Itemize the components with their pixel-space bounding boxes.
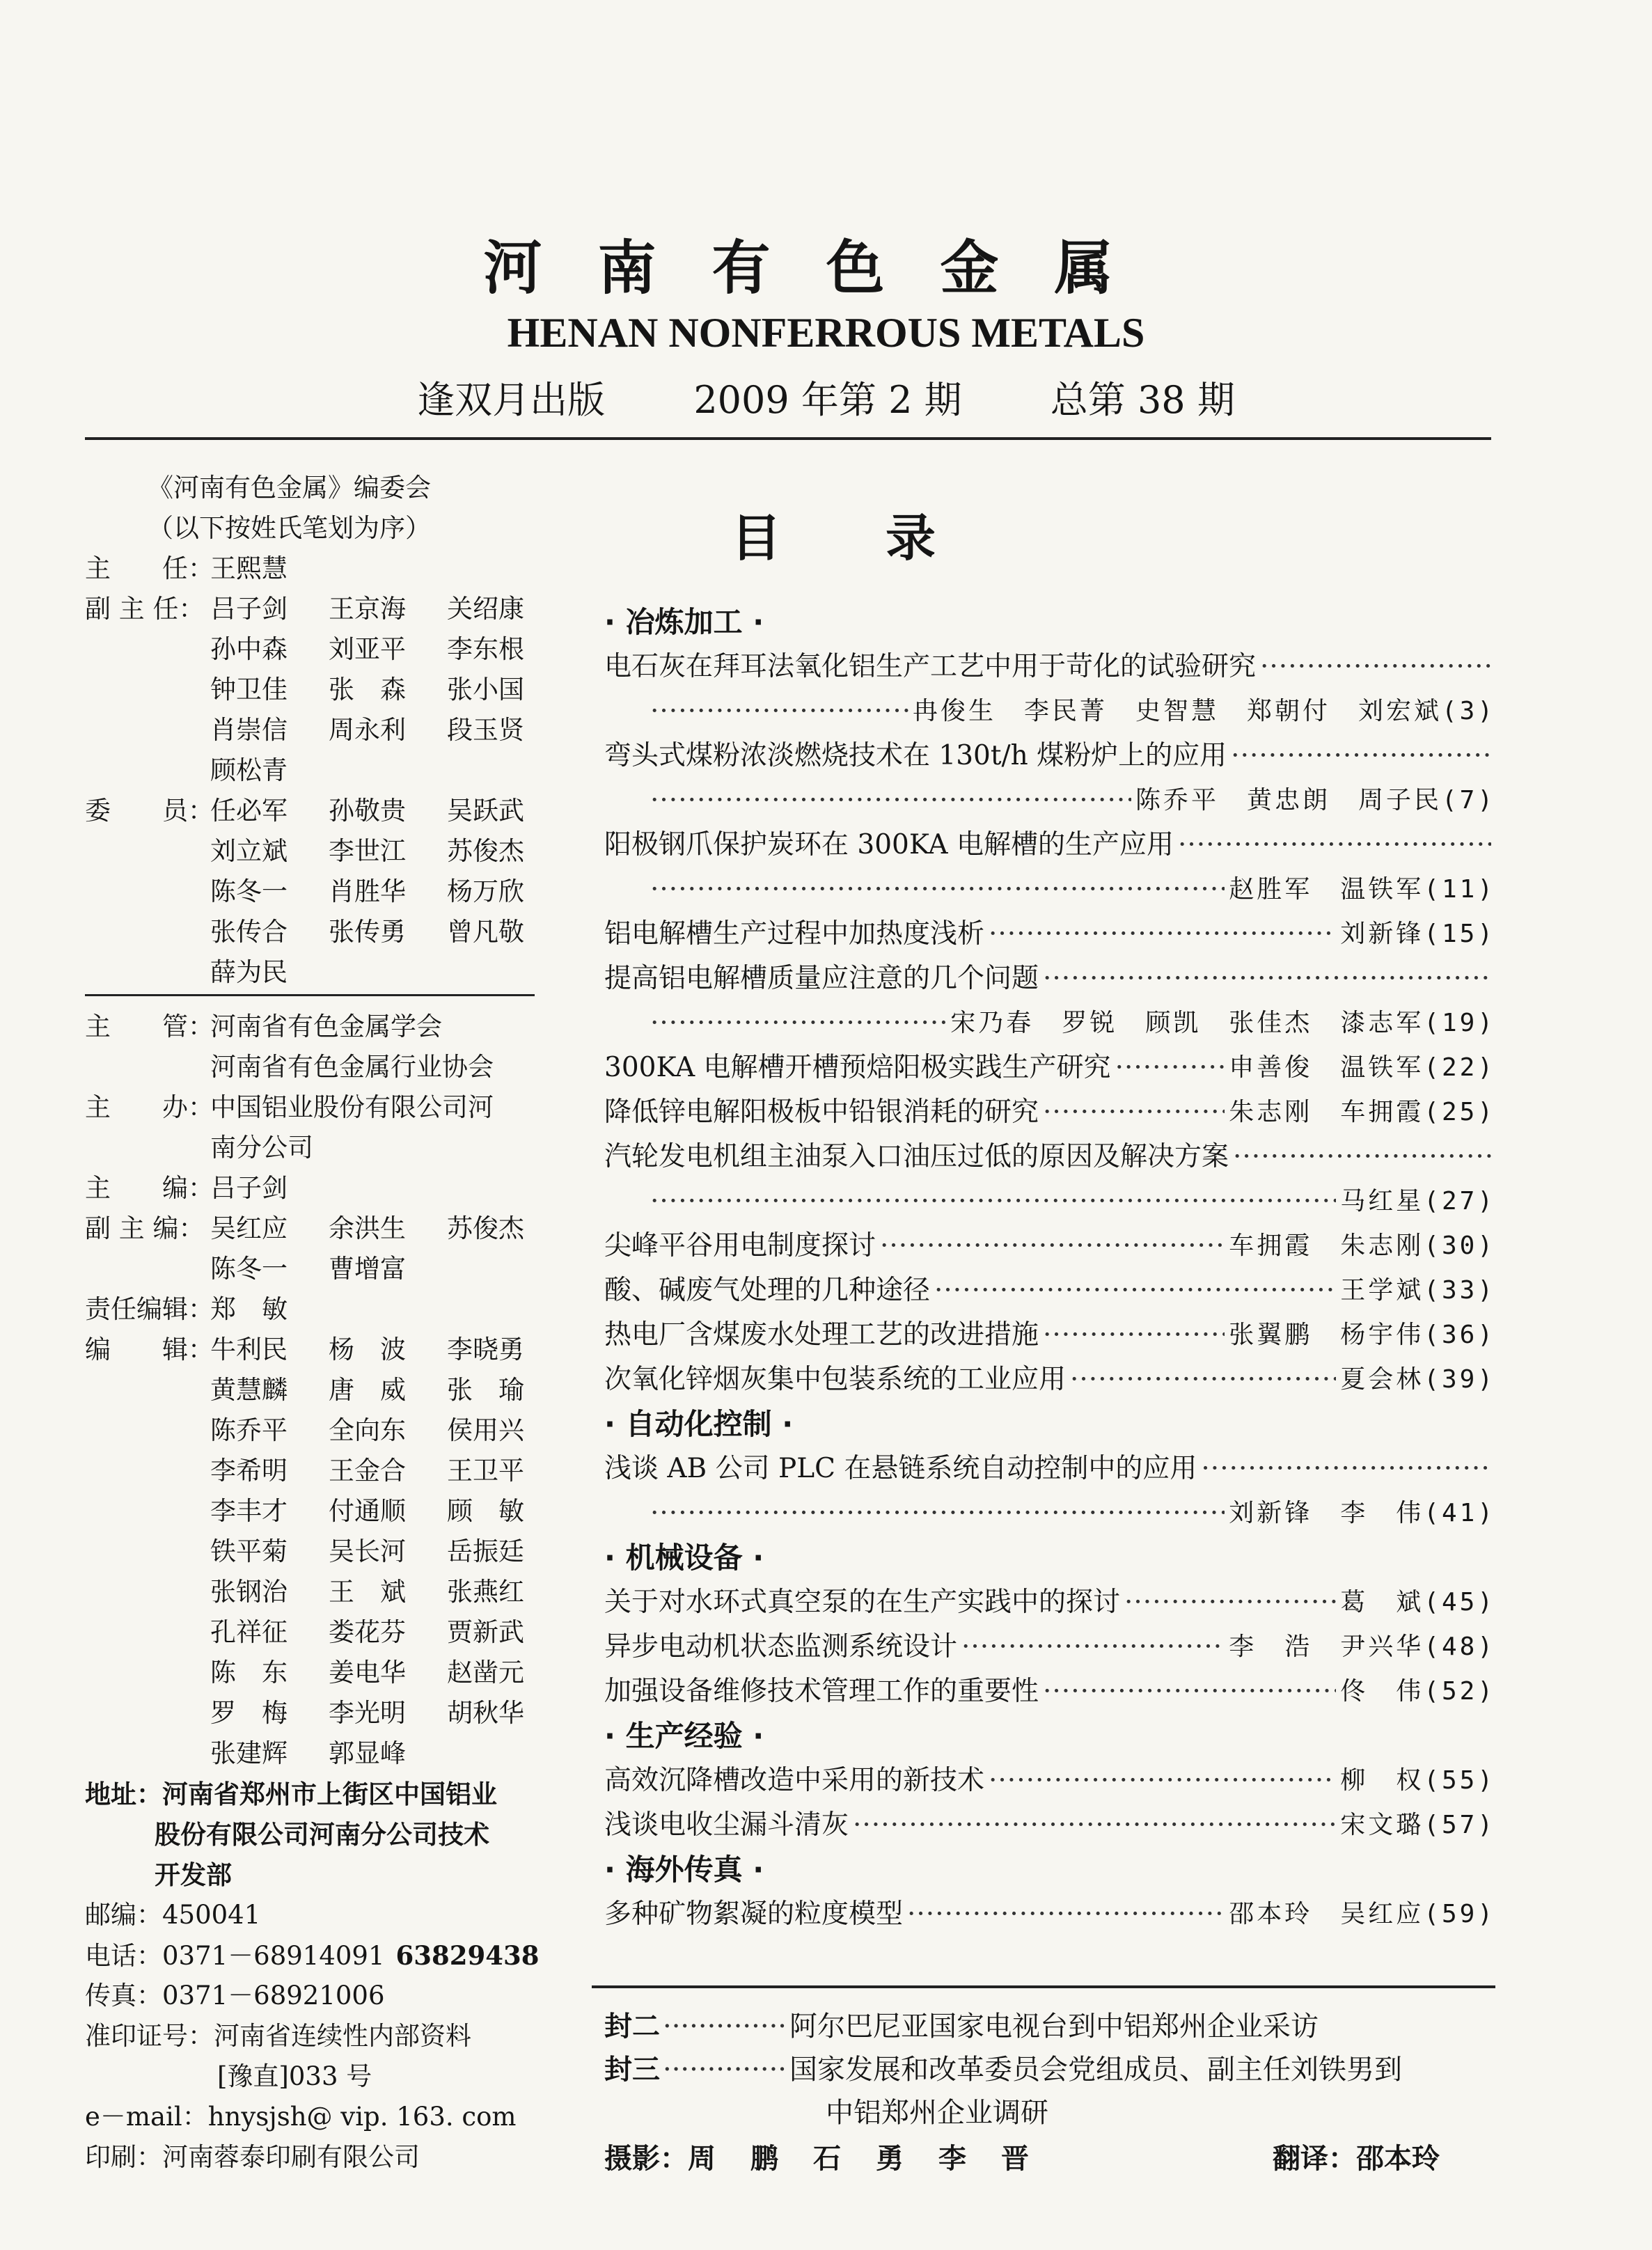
toc-section-heading: · 机械设备 · [604,1541,764,1575]
address-line: 地址：河南省郑州市上街区中国铝业 [85,1779,497,1809]
person-name: 张燕红 [447,1577,524,1607]
person-name: 张 森 [329,675,406,705]
editor-names [210,1693,565,1733]
vice-director-names [210,589,565,629]
leader-dots [1231,734,1491,778]
covers-divider [592,1985,1495,1988]
toc-entry [604,645,1495,689]
editor-row [85,1653,544,1693]
chief-editor-label: 主 编： [85,1173,214,1203]
article-title: 铝电解槽生产过程中加热度浅析 [604,918,985,950]
person-name: 王金合 [329,1456,406,1486]
photo-label: 摄影： [604,2143,688,2175]
toc-entry [604,1491,1495,1536]
cover-3-text-cont: 中铝郑州企业调研 [826,2097,1048,2129]
leader-dots [650,1491,1225,1536]
person-name: 张传勇 [329,917,406,947]
member-row [85,831,544,872]
article-title: 多种矿物絮凝的粒度模型 [604,1898,904,1930]
person-name: 顾松青 [210,755,288,785]
article-authors: 宋文璐(57) [1340,1811,1495,1839]
toc-entry [604,912,1495,957]
credits-row [604,2134,1502,2183]
journal-title-cn: 河南有色金属 [483,233,1169,302]
article-title: 关于对水环式真空泵的在生产实践中的探讨 [604,1587,1121,1618]
leader-dots [1043,1669,1336,1714]
vice-director-row [85,670,544,710]
person-name: 娄花芬 [329,1617,406,1647]
indent [604,867,646,912]
indent [604,689,646,734]
article-authors: 佟 伟(52) [1340,1677,1495,1706]
toc-entry [604,1803,1495,1848]
person-name: 陈乔平 [210,1415,288,1445]
toc-entry [604,957,1495,1001]
toc-entry [604,1135,1495,1179]
supervisor-label: 主 管： [85,1012,214,1041]
translator: 邵本玲 [1356,2143,1440,2175]
toc-entry [604,1669,1495,1714]
editor-names [210,1572,565,1612]
leader-dots [1124,1580,1336,1625]
phone-row [85,1935,544,1976]
person-name: 孔祥征 [210,1617,288,1647]
person-name: 任必军 [210,796,288,826]
toc-entry [604,1892,1495,1937]
person-name: 姜电华 [329,1658,406,1688]
toc-entry [604,734,1495,778]
person-name: 周永利 [329,715,406,745]
toc-entry [604,1759,1495,1803]
article-title: 提高铝电解槽质量应注意的几个问题 [604,963,1039,994]
left-divider [85,994,535,996]
sponsor-row [85,1087,544,1128]
vice-director-names [210,710,565,750]
person-name: 肖胜华 [329,876,406,906]
translator-label: 翻译： [1273,2143,1356,2175]
person-name: 苏俊杰 [447,1213,524,1243]
vice-director-names [210,750,565,791]
editor-row [85,1491,544,1532]
person-name: 钟卫佳 [210,675,288,705]
postcode: 邮编：450041 [85,1900,261,1930]
cover-3-text: 国家发展和改革委员会党组成员、副主任刘铁男到 [789,2054,1403,2086]
member-list [85,791,544,993]
person-name: 张小国 [447,675,524,705]
person-name: 孙敬贵 [329,796,406,826]
article-title: 阳极钢爪保护炭环在 300KA 电解槽的生产应用 [604,829,1174,860]
member-row [85,791,544,831]
person-name: 吴长河 [329,1536,406,1566]
toc-entry [604,1313,1495,1358]
table-of-contents [604,600,1495,1937]
editor-names [210,1370,565,1410]
total-issue: 总第 38 期 [1050,378,1235,422]
leader-dots [934,1268,1336,1313]
deputy-editor-names [210,1249,565,1289]
person-name: 吴跃武 [447,796,524,826]
person-name: 唐 威 [329,1375,406,1405]
person-name: 杨万欣 [447,876,524,906]
frequency: 逢双月出版 [417,378,606,422]
person-name: 薛为民 [210,957,288,987]
article-title: 异步电动机状态监测系统设计 [604,1631,958,1662]
leader-dots [650,1001,946,1046]
cover-2-label: 封二 [604,2011,660,2043]
toc-entry [604,1090,1495,1135]
person-name: 陈冬一 [210,876,288,906]
article-title: 加强设备维修技术管理工作的重要性 [604,1676,1039,1707]
article-authors: 张翼鹏 杨宇伟(36) [1229,1321,1495,1349]
member-names [210,912,565,952]
person-name: 顾 敏 [447,1496,524,1526]
article-title: 降低锌电解阳极板中铅银消耗的研究 [604,1096,1039,1128]
journal-title-en: HENAN NONFERROUS METALS [507,310,1145,356]
toc-entry [604,1179,1495,1224]
person-name: 赵凿元 [447,1658,524,1688]
member-row [85,872,544,912]
leader-dots [1233,1135,1491,1179]
article-title: 酸、碱废气处理的几种途径 [604,1275,931,1306]
member-names [210,872,565,912]
deputy-editor-row [85,1249,544,1289]
translator-credit [1273,2134,1502,2183]
toc-section-heading: · 自动化控制 · [604,1407,794,1441]
leader-dots [650,867,1225,912]
person-name: 王京海 [329,594,406,624]
address-line: 开发部 [155,1859,232,1890]
indent [604,1001,646,1046]
article-authors: 夏会林(39) [1340,1365,1495,1394]
article-authors: 刘新锋(15) [1340,920,1495,948]
member-names [210,952,565,993]
phone-2: 63829438 [395,1940,540,1971]
toc-entry [604,867,1495,912]
editor-row [85,1733,544,1774]
person-name: 牛利民 [210,1335,288,1364]
person-name: 铁平菊 [210,1536,288,1566]
vice-director-row [85,589,544,629]
responsible-editor-row [85,1289,544,1330]
article-authors: 陈乔平 黄忠朗 周子民(7) [1135,786,1495,815]
article-title: 浅谈电收尘漏斗清灰 [604,1809,849,1841]
deputy-editor-label: 副 主 编： [85,1213,205,1243]
toc-entry [604,1268,1495,1313]
member-names [210,791,565,831]
article-title: 尖峰平谷用电制度探讨 [604,1230,876,1261]
issue-number: 2009 年第 2 期 [693,378,962,422]
leader-dots [961,1625,1225,1669]
chief-editor-row [85,1168,544,1209]
sponsor-row [85,1128,544,1168]
article-authors: 宋乃春 罗锐 顾凯 张佳杰 漆志军(19) [950,1009,1495,1037]
article-title: 次氧化锌烟灰集中包装系统的工业应用 [604,1364,1067,1395]
deputy-editor-names [210,1209,565,1249]
leader-dots [650,689,908,734]
article-authors: 柳 权(55) [1340,1766,1495,1795]
editor-row [85,1693,544,1733]
toc-entry [604,1046,1495,1090]
fax: 传真：0371－68921006 [85,1981,385,2011]
leader-dots [1043,1313,1225,1358]
article-authors: 冉俊生 李民菁 史智慧 郑朝付 刘宏斌(3) [912,697,1495,725]
editor-names [210,1733,565,1774]
leader-dots [1115,1046,1225,1090]
responsible-editor: 郑 敏 [210,1294,288,1324]
person-name: 胡秋华 [447,1698,524,1728]
indent [604,1179,646,1224]
article-authors: 车拥霞 朱志刚(30) [1229,1232,1495,1260]
leader-dots [853,1803,1336,1848]
masthead-divider [85,437,1491,440]
toc-section-heading: · 海外传真 · [604,1852,764,1887]
vice-director-names [210,629,565,670]
issue-line [0,370,1652,424]
editor-row [85,1370,544,1410]
leader-dots [989,912,1336,957]
toc-section-heading: · 生产经验 · [604,1719,764,1753]
member-row [85,912,544,952]
leader-dots [880,1224,1225,1268]
editor-list [85,1330,544,1774]
photographers: 周鹏石勇李晋 [688,2143,1064,2175]
member-names [210,831,565,872]
toc-title: 目录 [731,509,1041,567]
article-title: 弯头式煤粉浓淡燃烧技术在 130t/h 煤粉炉上的应用 [604,740,1227,771]
sponsor-value: 南分公司 [210,1133,313,1163]
toc-entry [604,1625,1495,1669]
indent [604,778,646,823]
editor-names [210,1330,565,1370]
article-authors: 王学斌(33) [1340,1276,1495,1305]
vice-director-row [85,710,544,750]
editor-row [85,1451,544,1491]
person-name: 李希明 [210,1456,288,1486]
toc-entry [604,1580,1495,1625]
leader-dots [1043,957,1491,1001]
person-name: 李晓勇 [447,1335,524,1364]
person-name: 曹增富 [329,1254,406,1284]
article-authors: 李 浩 尹兴华(48) [1229,1633,1495,1661]
person-name: 刘亚平 [329,634,406,664]
toc-entry [604,689,1495,734]
chief-editor: 吕子剑 [210,1173,288,1203]
indent [604,1491,646,1536]
member-label: 委 员： [85,796,214,826]
sponsor-label: 主 办： [85,1092,214,1122]
person-name: 李光明 [329,1698,406,1728]
editor-row [85,1330,544,1370]
left-column [85,468,544,993]
person-name: 张钢治 [210,1577,288,1607]
leader-dots [1043,1090,1225,1135]
article-authors: 朱志刚 车拥霞(25) [1229,1098,1495,1126]
person-name: 张 瑜 [447,1375,524,1405]
vice-director-list [85,589,544,791]
toc-entry [604,778,1495,823]
article-title: 高效沉降槽改造中采用的新技术 [604,1765,985,1796]
board-heading: 《河南有色金属》编委会 [148,473,431,503]
person-name: 贾新武 [447,1617,524,1647]
editor-names [210,1612,565,1653]
person-name: 王卫平 [447,1456,524,1486]
person-name: 李世江 [329,836,406,866]
person-name: 关绍康 [447,594,524,624]
editor-names [210,1410,565,1451]
person-name: 张传合 [210,917,288,947]
leader-dots [907,1892,1225,1937]
person-name: 陈 东 [210,1658,288,1688]
person-name: 孙中森 [210,634,288,664]
supervisor-value: 河南省有色金属学会 [210,1012,442,1041]
responsible-editor-label: 责任编辑： [85,1294,214,1324]
toc-entry [604,1358,1495,1402]
email: e－mail：hnysjsh@ vip. 163. com [85,2102,517,2132]
article-title: 浅谈 AB 公司 PLC 在悬链系统自动控制中的应用 [604,1453,1197,1484]
article-authors: 申善俊 温铁军(22) [1229,1053,1495,1082]
supervisor-value: 河南省有色金属行业协会 [210,1052,494,1082]
leader-dots [1070,1358,1336,1402]
member-row [85,952,544,993]
leader-dots [1260,645,1491,689]
cover-2-row: 封二 ·············· 阿尔巴尼亚国家电视台到中铝郑州企业采访 [604,2005,1502,2048]
person-name: 侯用兴 [447,1415,524,1445]
deputy-editor-row [85,1209,544,1249]
cover-2-text: 阿尔巴尼亚国家电视台到中铝郑州企业采访 [789,2011,1319,2043]
leader-dots [1178,823,1491,867]
publication-info [85,1007,544,2178]
address-line: 股份有限公司河南分公司技术 [155,1819,489,1850]
person-name: 吴红应 [210,1213,288,1243]
person-name: 张建辉 [210,1738,288,1768]
editor-row [85,1572,544,1612]
person-name: 岳振廷 [447,1536,524,1566]
person-name: 余洪生 [329,1213,406,1243]
vice-director-label: 副 主 任： [85,594,205,624]
director-row [85,549,544,589]
person-name: 王 斌 [329,1577,406,1607]
person-name: 刘立斌 [210,836,288,866]
leader-dots [989,1759,1336,1803]
toc-entry [604,1224,1495,1268]
person-name: 黄慧麟 [210,1375,288,1405]
editor-names [210,1491,565,1532]
editor-names [210,1451,565,1491]
person-name: 全向东 [329,1415,406,1445]
board-note: （以下按姓氏笔划为序） [148,513,431,543]
sponsor-value: 中国铝业股份有限公司河 [210,1092,494,1122]
person-name: 付通顺 [329,1496,406,1526]
editor-label: 编 辑： [85,1335,214,1364]
article-title: 电石灰在拜耳法氧化铝生产工艺中用于苛化的试验研究 [604,651,1257,682]
printer: 印刷：河南蓉泰印刷有限公司 [85,2142,420,2172]
person-name: 李东根 [447,634,524,664]
article-title: 300KA 电解槽开槽预焙阳极实践生产研究 [604,1052,1111,1083]
editor-row [85,1410,544,1451]
permit-line: 准印证号：河南省连续性内部资料 [85,2021,471,2051]
editor-names [210,1532,565,1572]
leader-dots [1201,1447,1491,1491]
leader-dots [650,778,1131,823]
person-name: 段玉贤 [447,715,524,745]
vice-director-names [210,670,565,710]
leader-dots [650,1179,1336,1224]
editor-row [85,1532,544,1572]
article-authors: 赵胜军 温铁军(11) [1229,875,1495,904]
supervisor-row [85,1047,544,1087]
person-name: 罗 梅 [210,1698,288,1728]
cover-notes [604,2005,1502,2183]
person-name: 李丰才 [210,1496,288,1526]
article-title: 汽轮发电机组主油泵入口油压过低的原因及解决方案 [604,1141,1229,1172]
toc-entry [604,1001,1495,1046]
editor-row [85,1612,544,1653]
toc-section-heading: · 冶炼加工 · [604,605,764,639]
article-authors: 邵本玲 吴红应(59) [1229,1900,1495,1928]
editor-names [210,1653,565,1693]
director-label: 主 任： [85,553,214,583]
article-authors: 刘新锋 李 伟(41) [1229,1499,1495,1527]
article-authors: 葛 斌(45) [1340,1588,1495,1616]
person-name: 苏俊杰 [447,836,524,866]
toc-entry [604,1447,1495,1491]
article-title: 热电厂含煤废水处理工艺的改进措施 [604,1319,1039,1351]
person-name: 肖崇信 [210,715,288,745]
person-name: 杨 波 [329,1335,406,1364]
pub-block [85,1007,544,2178]
supervisor-row [85,1007,544,1047]
person-name: 陈冬一 [210,1254,288,1284]
article-authors: 马红星(27) [1340,1187,1495,1216]
toc-entry [604,823,1495,867]
vice-director-row [85,629,544,670]
person-name: 吕子剑 [210,594,288,624]
person-name: 郭显峰 [329,1738,406,1768]
cover-3-label: 封三 [604,2054,660,2086]
phone: 电话：0371－68914091 [85,1941,385,1971]
cover-3-row: 封三 ·············· 国家发展和改革委员会党组成员、副主任刘铁男到 [604,2048,1502,2091]
permit-line: [豫直]033 号 [217,2061,372,2091]
director: 王熙慧 [210,553,288,583]
person-name: 曾凡敬 [447,917,524,947]
vice-director-row [85,750,544,791]
